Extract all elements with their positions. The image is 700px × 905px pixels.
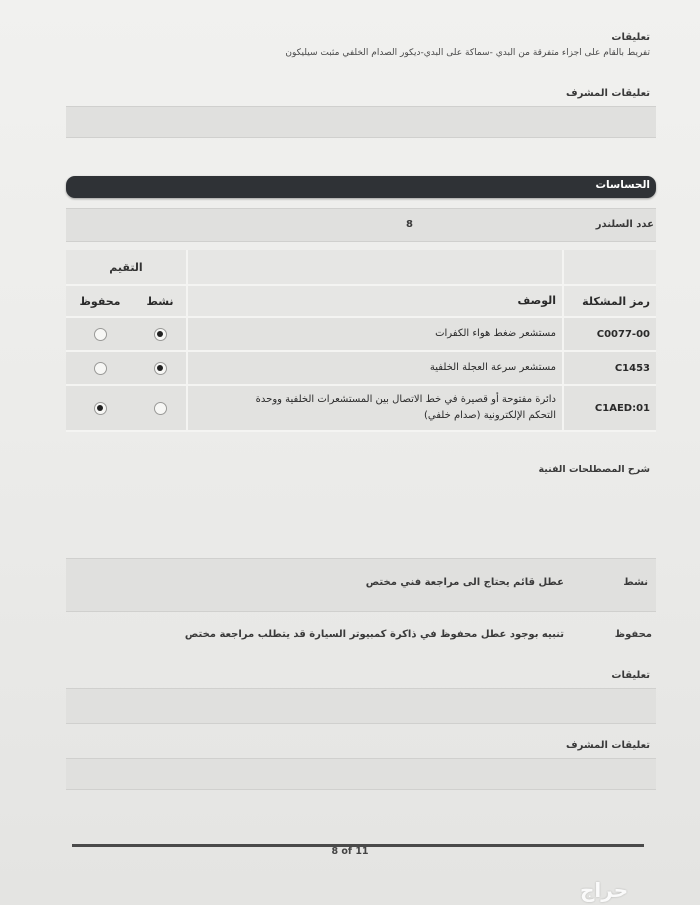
dtc-description: مستشعر سرعة العجلة الخلفية (186, 352, 562, 386)
comments-label: تعليقات (611, 670, 650, 681)
glossary-definition: عطل قائم يحتاج الى مراجعة فني مختص (365, 577, 564, 588)
stored-radio[interactable] (94, 362, 107, 375)
table-row (66, 318, 656, 352)
cylinders-row (66, 208, 656, 242)
glossary-title: شرح المصطلحات الفنية (538, 464, 650, 475)
supervisor-comments-label: تعليقات المشرف (566, 88, 650, 99)
dtc-code: C1AED:01 (562, 386, 656, 432)
stored-radio[interactable] (94, 402, 107, 415)
supervisor-comments-box (66, 758, 656, 790)
dtc-description: دائرة مفتوحة أو قصيرة في خط الاتصال بين المستشعرات الخلفية ووحدة التحكم الإلكترونية (صدام خلفي) (186, 386, 562, 432)
cylinders-value: 8 (406, 219, 413, 230)
dtc-description: مستشعر ضغط هواء الكفرات (186, 318, 562, 352)
table-subheader-row (66, 286, 656, 318)
comments-text: تفريط بالقام على اجزاء متفرقة من البدي -سماكة على البدي-ديكور الصدام الخلفي مثبت سيليكون (285, 48, 650, 58)
watermark-logo: حراج (580, 878, 629, 902)
code-header: رمز المشكلة (562, 286, 656, 318)
dtc-code: C0077-00 (562, 318, 656, 352)
active-radio[interactable] (154, 362, 167, 375)
active-radio[interactable] (154, 402, 167, 415)
description-header: الوصف (186, 286, 562, 318)
table-header-row (66, 250, 656, 286)
comments-box (66, 688, 656, 724)
stored-radio[interactable] (94, 328, 107, 341)
glossary-term: محفوظ (614, 629, 652, 640)
cylinders-label: عدد السلندر (595, 219, 654, 230)
table-row (66, 386, 656, 432)
supervisor-comments-box (66, 106, 656, 138)
supervisor-comments-label: تعليقات المشرف (566, 740, 650, 751)
table-row (66, 352, 656, 386)
dtc-code: C1453 (562, 352, 656, 386)
rating-header: التقيم (66, 250, 186, 286)
active-header: نشط (134, 286, 186, 318)
glossary-definition: تنبيه بوجود عطل محفوظ في ذاكرة كمبيوتر السيارة قد يتطلب مراجعة مختص (184, 629, 564, 640)
page-number: 8 of 11 (331, 846, 369, 857)
glossary-row-active (66, 558, 656, 612)
dtc-table (66, 250, 656, 432)
section-header-bar (66, 176, 656, 198)
comments-label: تعليقات (611, 32, 650, 43)
glossary-term: نشط (623, 577, 648, 588)
active-radio[interactable] (154, 328, 167, 341)
section-title: الحساسات (595, 179, 650, 191)
stored-header: محفوظ (66, 286, 134, 318)
